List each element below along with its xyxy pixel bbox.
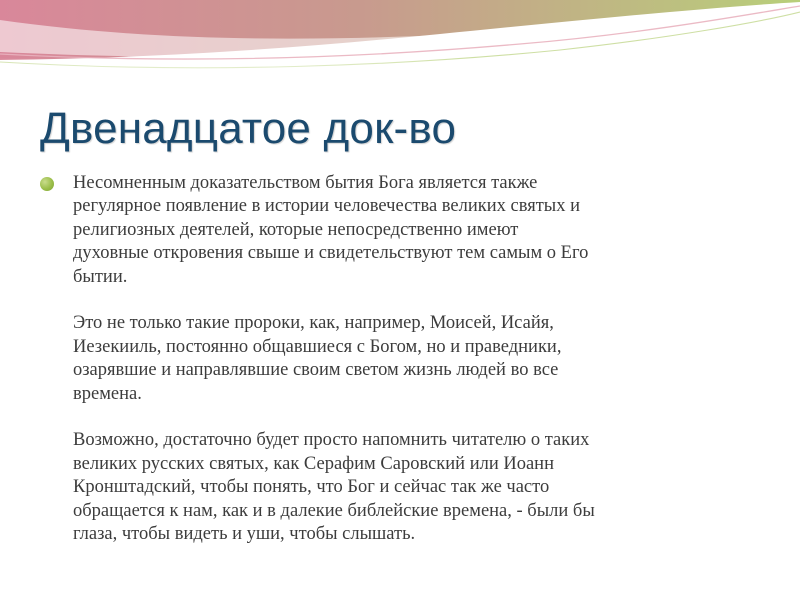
- text-line: регулярное появление в истории человечества великих святых и: [73, 196, 581, 217]
- text-line: духовные откровения свыше и свидетельствуют тем самым о Его: [73, 243, 589, 264]
- paragraph: [73, 312, 770, 406]
- text-line: обращается к нам, как и в далекие библейские времена, - были бы: [73, 500, 595, 521]
- text-line: Кронштадский, чтобы понять, что Бог и сейчас так же часто: [73, 477, 550, 498]
- text-line: Возможно, достаточно будет просто напомнить читателю о таких: [73, 430, 590, 451]
- text-line: озарявшие и направлявшие своим светом жизнь людей во все: [73, 360, 559, 381]
- text-line: бытии.: [73, 266, 128, 287]
- decorative-wave-header: [0, 0, 800, 80]
- text-line: времена.: [73, 383, 142, 404]
- slide-body: [40, 172, 770, 546]
- text-line: Иезекииль, постоянно общавшиеся с Богом, но и праведники,: [73, 336, 562, 357]
- text-line: великих русских святых, как Серафим Саровский или Иоанн: [73, 453, 554, 474]
- paragraph: [73, 429, 770, 546]
- slide-title: Двенадцатое док-во: [40, 104, 457, 153]
- text-line: религиозных деятелей, которые непосредственно имеют: [73, 219, 519, 240]
- text-line: Это не только такие пророки, как, например, Моисей, Исайя,: [73, 313, 554, 334]
- paragraph: [73, 172, 770, 289]
- bullet-text: [73, 172, 770, 546]
- bullet-item: [40, 172, 770, 546]
- bullet-dot-icon: [40, 177, 54, 191]
- text-line: Несомненным доказательством бытия Бога является также: [73, 173, 538, 193]
- text-line: глаза, чтобы видеть и уши, чтобы слышать.: [73, 524, 416, 545]
